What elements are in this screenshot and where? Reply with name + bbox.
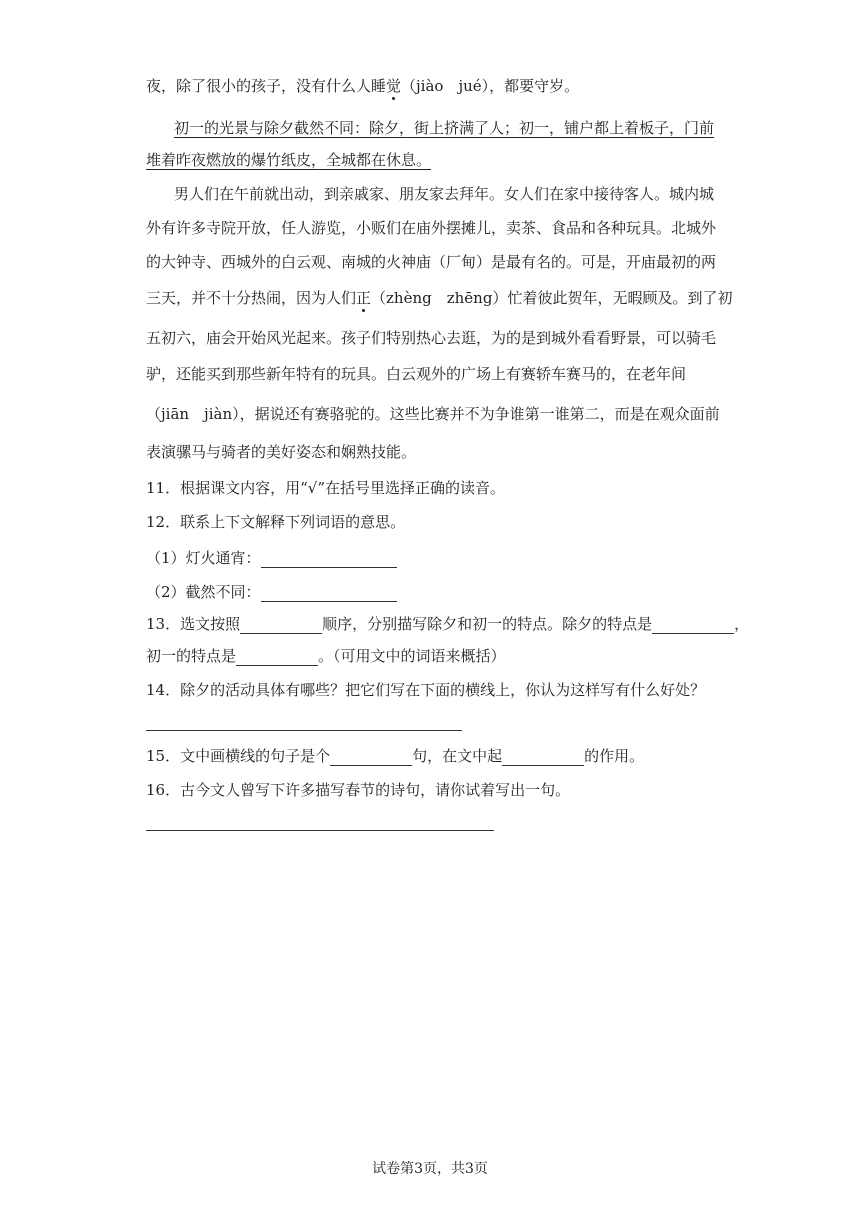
passage-text: （zhèng zhēng）忙着彼此贺年，无暇顾及。到了初 [371, 289, 733, 307]
question-text: 的作用。 [584, 747, 645, 765]
question-text: ， [734, 615, 750, 633]
answer-blank[interactable] [261, 551, 397, 568]
passage-line-7 [146, 288, 732, 308]
passage-line-11: 表演骡马与骑者的美好姿态和娴熟技能。 [146, 443, 417, 461]
passage-text: 三天，并不十分热闹，因为人们 [146, 289, 357, 307]
question-text: 顺序，分别描写除夕和初一的特点。除夕的特点是 [322, 615, 653, 633]
passage-line-6: 的大钟寺、西城外的白云观、南城的火神庙（厂甸）是最有名的。可是，开庙最初的两 [146, 253, 717, 271]
passage-text: （jiào jué），都要守岁。 [401, 77, 580, 95]
page-footer: 试卷第3页，共3页 [372, 1161, 488, 1177]
underlined-sentence-line-2: 堆着昨夜燃放的爆竹纸皮，全城都在休息。 [146, 151, 432, 169]
answer-line-14[interactable] [146, 730, 462, 731]
passage-text: 夜，除了很小的孩子，没有什么人睡 [146, 77, 387, 95]
question-text: 初一的特点是 [146, 647, 237, 665]
answer-blank[interactable] [652, 617, 734, 634]
question-text: 句，在文中起 [412, 747, 503, 765]
answer-blank[interactable] [502, 749, 584, 766]
question-16: 16．古今文人曾写下许多描写春节的诗句，请你试着写出一句。 [146, 781, 571, 799]
answer-line-16[interactable] [146, 830, 494, 831]
answer-blank[interactable] [330, 749, 412, 766]
question-13-line-2 [146, 646, 506, 666]
question-12-1 [146, 548, 397, 568]
passage-line-9: 驴，还能买到那些新年特有的玩具。白云观外的广场上有赛轿车赛马的，在老年间 [146, 365, 687, 383]
passage-line-10: （jiān jiàn），据说还有赛骆驼的。这些比赛并不为争谁第一谁第二，而是在观众面前 [146, 405, 720, 423]
question-text: 。（可用文中的词语来概括） [318, 647, 506, 665]
question-12-2 [146, 582, 397, 602]
question-13-line-1 [146, 614, 749, 634]
question-text: 15．文中画横线的句子是个 [146, 747, 331, 765]
question-label: （1）灯火通宵： [146, 549, 261, 567]
question-15 [146, 746, 644, 766]
passage-line-5: 外有许多寺院开放，任人游览，小贩们在庙外摆摊儿，卖茶、食品和各种玩具。北城外 [146, 219, 717, 237]
passage-line-4: 男人们在午前就出动，到亲戚家、朋友家去拜年。女人们在家中接待客人。城内城 [174, 185, 715, 203]
passage-line-1 [146, 76, 579, 96]
answer-blank[interactable] [236, 649, 318, 666]
question-text: 13．选文按照 [146, 615, 241, 633]
dotted-char: 正 [356, 289, 372, 307]
question-label: （2）截然不同： [146, 583, 261, 601]
question-14: 14．除夕的活动具体有哪些？把它们写在下面的横线上，你认为这样写有什么好处？ [146, 681, 706, 699]
underlined-sentence-line-1: 初一的光景与除夕截然不同：除夕，街上挤满了人；初一，铺户都上着板子，门前 [174, 119, 715, 137]
answer-blank[interactable] [261, 585, 397, 602]
passage-line-8: 五初六，庙会开始风光起来。孩子们特别热心去逛，为的是到城外看看野景，可以骑毛 [146, 329, 717, 347]
answer-blank[interactable] [240, 617, 322, 634]
question-12: 12．联系上下文解释下列词语的意思。 [146, 513, 406, 531]
dotted-char: 觉 [386, 77, 402, 95]
question-11: 11．根据课文内容，用“√”在括号里选择正确的读音。 [146, 479, 505, 497]
